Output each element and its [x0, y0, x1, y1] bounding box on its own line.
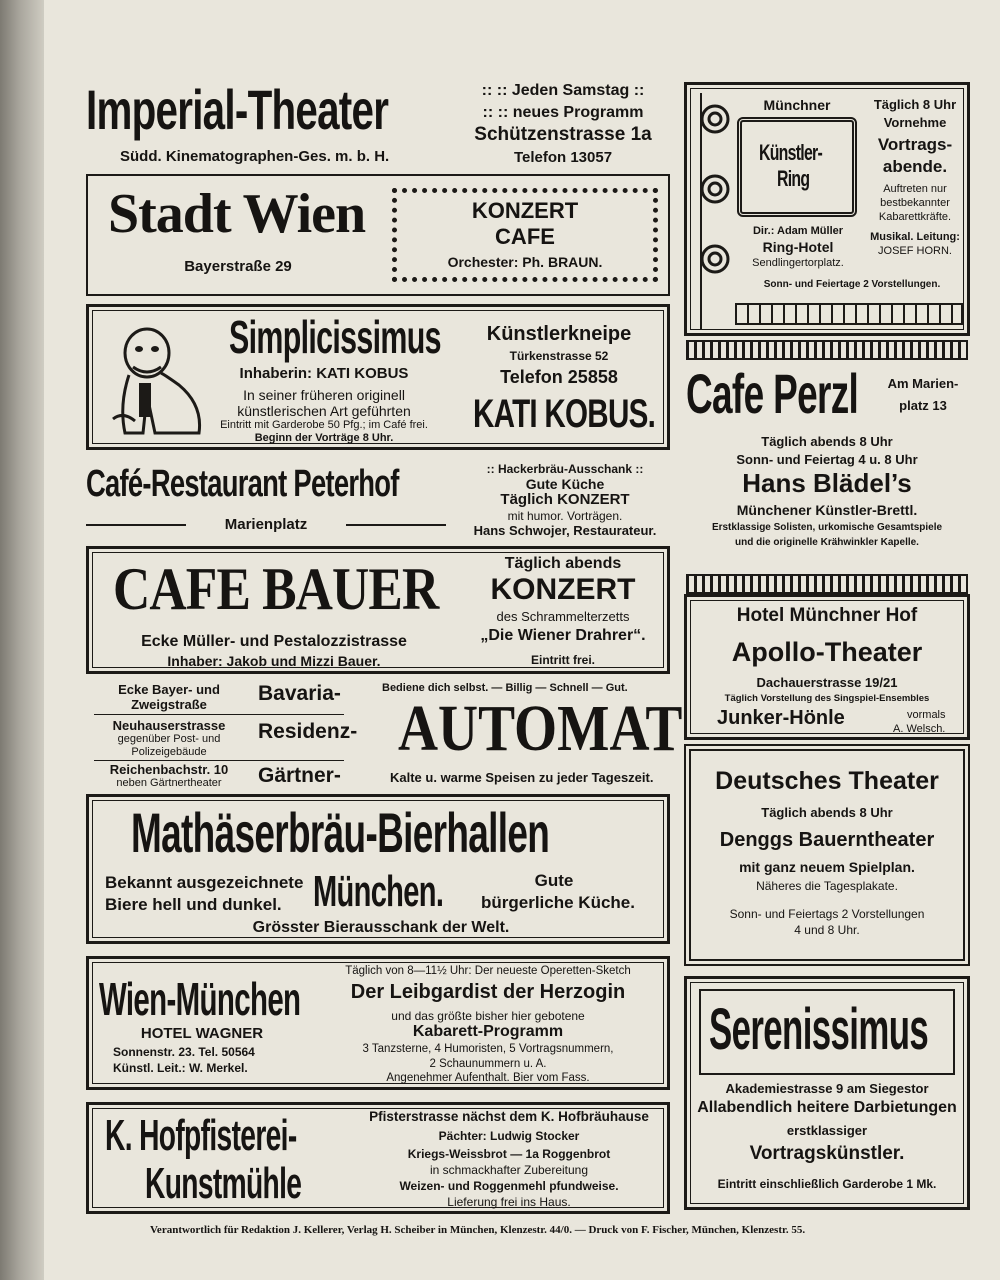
- imprint-footer: Verantwortlich für Redaktion J. Kellerer, Verlag H. Scheiber in München, Klenzestr. 44/0. — Druck von F. Fischer, München, Klenzestr. 55.: [150, 1224, 806, 1236]
- wien-right-4: Kabarett-Programm: [412, 1023, 564, 1040]
- wien-address: Sonnenstr. 23. Tel. 50564: [113, 1045, 255, 1059]
- mathaeser-bottom: Grösster Bierausschank der Welt.: [252, 919, 510, 936]
- automat-addr-c2: neben Gärtnertheater: [116, 777, 222, 789]
- apollo-title: Apollo-Theater: [731, 637, 923, 667]
- perzl-small-1: Erstklassige Solisten, urkomische Gesamtspiele: [711, 522, 943, 533]
- apollo-hotel: Hotel Münchner Hof: [736, 605, 918, 626]
- kuenstler-top: Münchner: [763, 97, 831, 113]
- bauer-right-1: Täglich abends: [504, 555, 622, 572]
- seren-line-2: Allabendlich heitere Darbietungen: [697, 1099, 957, 1116]
- kuenstler-r2: Vornehme: [883, 115, 947, 130]
- stadtwien-cafe: CAFE: [495, 224, 555, 249]
- automat-name-3: Gärtner-: [258, 764, 341, 787]
- bauer-right-5: Eintritt frei.: [530, 653, 595, 667]
- frieze-2: [686, 574, 968, 594]
- ad-wien-muenchen: [86, 956, 670, 1090]
- peterhof-right-5: Hans Schwojer, Restaurateur.: [473, 523, 657, 538]
- simpl-right-3: Telefon 25858: [500, 367, 618, 387]
- deutsches-line-2: mit ganz neuem Spielplan.: [739, 859, 915, 875]
- stadtwien-address: Bayerstraße 29: [184, 258, 292, 275]
- perzl-line-2: Sonn- und Feiertag 4 u. 8 Uhr: [736, 452, 918, 467]
- automat-bottom: Kalte u. warme Speisen zu jeder Tageszeit.: [390, 770, 654, 785]
- automat-addr-b2: gegenüber Post- und: [117, 733, 221, 745]
- imperial-line-1: :: :: Jeden Samstag ::: [481, 82, 645, 99]
- peterhof-right-2: Gute Küche: [525, 476, 605, 492]
- wien-right-2: Der Leibgardist der Herzogin: [350, 981, 626, 1003]
- perzl-small-2: und die originelle Krähwinkler Kapelle.: [735, 537, 919, 548]
- deutsches-line-4: Sonn- und Feiertags 2 Vorstellungen: [729, 907, 925, 921]
- seren-line-4: Vortragskünstler.: [749, 1143, 905, 1164]
- kuenstler-k2: Ring: [777, 166, 810, 191]
- seren-line-1: Akademiestrasse 9 am Siegestor: [725, 1081, 929, 1096]
- kuenstler-ornament-band: [735, 303, 963, 325]
- wien-right-7: Angenehmer Aufenthalt. Bier vom Fass.: [386, 1072, 590, 1084]
- wien-title: Wien-München: [99, 973, 301, 1025]
- automat-rule-2: [94, 760, 344, 761]
- peterhof-title: Café-Restaurant Peterhof: [86, 463, 399, 505]
- kuenstler-bottom: Sonn- und Feiertage 2 Vorstellungen.: [763, 279, 941, 290]
- simpl-text-3: Eintritt mit Garderobe 50 Pfg.; im Café frei.: [220, 419, 428, 431]
- hofpf-right-2: Pächter: Ludwig Stocker: [438, 1129, 580, 1143]
- seren-line-3: erstklassiger: [786, 1123, 868, 1138]
- automat-name-1: Bavaria-: [258, 682, 341, 705]
- simpl-owner: Inhaberin: KATI KOBUS: [239, 365, 409, 382]
- imperial-street: Schützenstrasse 1a: [474, 124, 652, 145]
- automat-addr-b3: Polizeigebäude: [131, 746, 207, 758]
- ad-kuenstler-ring: [684, 82, 970, 336]
- hofpf-right-6: Lieferung frei ins Haus.: [447, 1195, 571, 1209]
- automat-addr-a2: Zweigstraße: [131, 697, 207, 712]
- ad-apollo-theater: [684, 594, 970, 740]
- peterhof-place: Marienplatz: [186, 516, 346, 533]
- ad-cafe-bauer: [86, 546, 670, 674]
- ad-peterhof: [86, 458, 670, 544]
- bauer-right-3: des Schrammelterzetts: [496, 609, 630, 624]
- stadtwien-orchester: Orchester: Ph. BRAUN.: [447, 254, 603, 270]
- automat-addr-b1: Neuhauserstrasse: [112, 718, 226, 733]
- automat-top: Bediene dich selbst. — Billig — Schnell — Gut.: [382, 682, 628, 694]
- simpl-right-2: Türkenstrasse 52: [509, 349, 609, 363]
- simpl-text-1: In seiner früheren originell: [243, 387, 405, 403]
- kuenstler-r4: abende.: [882, 157, 948, 176]
- wien-right-5: 3 Tanzsterne, 4 Humoristen, 5 Vortragsnummern,: [362, 1043, 614, 1055]
- simpl-title: Simplicissimus: [229, 311, 441, 363]
- ad-imperial-theater: [86, 78, 670, 170]
- deutsches-title: Deutsches Theater: [715, 767, 939, 795]
- kuenstler-r1: Täglich 8 Uhr: [873, 97, 957, 112]
- deutsches-line-3: Näheres die Tagesplakate.: [756, 879, 898, 893]
- kuenstler-r8: Musikal. Leitung:: [870, 231, 960, 243]
- ornament-column: [697, 93, 733, 329]
- ad-stadt-wien: [86, 174, 670, 296]
- automat-addr-a1: Ecke Bayer- und: [118, 682, 220, 697]
- imperial-phone: Telefon 13057: [513, 149, 613, 166]
- automat-rule-1: [94, 714, 344, 715]
- mathaeser-right-1: Gute: [534, 871, 574, 890]
- automat-title: AUTOMAT: [398, 692, 683, 765]
- mathaeser-left-2: Biere hell und dunkel.: [105, 895, 282, 914]
- mathaeser-title: Mathäserbräu-Bierhallen: [131, 801, 550, 864]
- mathaeser-right-2: bürgerliche Küche.: [481, 893, 635, 912]
- ad-cafe-perzl: [684, 360, 970, 566]
- seren-line-5: Eintritt einschließlich Garderobe 1 Mk.: [717, 1177, 937, 1191]
- stadtwien-title: Stadt Wien: [108, 183, 366, 245]
- perzl-addr-1: Am Marien-: [887, 376, 959, 391]
- perzl-line-1: Täglich abends 8 Uhr: [761, 434, 893, 449]
- apollo-welsch: A. Welsch.: [893, 723, 946, 735]
- hofpf-right-4: in schmackhafter Zubereitung: [429, 1163, 589, 1177]
- hofpf-right-1: Pfisterstrasse nächst dem K. Hofbräuhause: [369, 1109, 649, 1124]
- kuenstler-hotel: Ring-Hotel: [762, 239, 834, 255]
- wien-right-1: Täglich von 8—11½ Uhr: Der neueste Operetten-Sketch: [345, 965, 631, 977]
- kuenstler-place: Sendlingertorplatz.: [752, 257, 844, 269]
- peterhof-right-1: :: Hackerbräu-Ausschank ::: [486, 462, 644, 476]
- ad-deutsches-theater: [684, 744, 970, 966]
- wien-right-6: 2 Schaunummern u. A.: [429, 1058, 547, 1070]
- book-spine: [0, 0, 44, 1280]
- hofpf-right-3: Kriegs-Weissbrot — 1a Roggenbrot: [407, 1147, 611, 1161]
- imperial-title: Imperial-Theater: [86, 78, 389, 141]
- perzl-sub: Münchener Künstler-Brettl.: [736, 502, 918, 518]
- deutsches-line-5: 4 und 8 Uhr.: [794, 923, 860, 937]
- bauer-owner: Inhaber: Jakob und Mizzi Bauer.: [167, 653, 381, 669]
- bauer-right-2: KONZERT: [490, 573, 636, 606]
- peterhof-right-3: Täglich KONZERT: [500, 491, 630, 508]
- peterhof-right-4: mit humor. Vorträgen.: [507, 509, 623, 523]
- hofpf-title-1: K. Hofpfisterei-: [105, 1111, 297, 1160]
- wien-right-3: und das größte bisher hier gebotene: [391, 1009, 585, 1023]
- kuenstler-dir: Dir.: Adam Müller: [752, 225, 844, 237]
- kuenstler-k1: Künstler-: [759, 140, 823, 165]
- deutsches-line-1: Täglich abends 8 Uhr: [761, 805, 893, 820]
- hofpf-right-5: Weizen- und Roggenmehl pfundweise.: [399, 1179, 619, 1193]
- simpl-text-2: künstlerischen Art geführten: [237, 403, 411, 419]
- stadtwien-konzert: KONZERT: [471, 198, 579, 223]
- ad-simplicissimus: [86, 304, 670, 450]
- kuenstler-r7: Kabarettkräfte.: [878, 211, 952, 223]
- automat-addr-c1: Reichenbachstr. 10: [109, 762, 229, 777]
- perzl-title: Cafe Perzl: [686, 362, 859, 425]
- kuenstler-r5: Auftreten nur: [883, 183, 947, 195]
- apollo-address: Dachauerstrasse 19/21: [756, 675, 898, 690]
- simpl-right-4: KATI KOBUS.: [473, 392, 656, 436]
- mathaeser-left-1: Bekannt ausgezeichnete: [105, 873, 304, 892]
- kuenstler-r6: bestbekannter: [880, 197, 950, 209]
- apollo-note: Täglich Vorstellung des Singspiel-Ensembles: [724, 693, 930, 704]
- apollo-vormals: vormals: [907, 709, 946, 721]
- automat-name-2: Residenz-: [258, 720, 358, 743]
- frieze-1: [686, 340, 968, 360]
- mathaeser-mid: München.: [313, 867, 444, 916]
- deutsches-name: Denggs Bauerntheater: [719, 829, 935, 851]
- perzl-addr-2: platz 13: [899, 398, 947, 413]
- bauer-address: Ecke Müller- und Pestalozzistrasse: [141, 633, 407, 650]
- ad-hofpfisterei: [86, 1102, 670, 1214]
- apollo-name: Junker-Hönle: [717, 707, 845, 729]
- simpl-right-1: Künstlerkneipe: [486, 323, 632, 345]
- imperial-line-2: :: :: neues Programm: [482, 104, 644, 121]
- wien-hotel: HOTEL WAGNER: [140, 1025, 264, 1042]
- simpl-text-4: Beginn der Vorträge 8 Uhr.: [254, 432, 394, 444]
- hofpf-title-2: Kunstmühle: [145, 1159, 302, 1208]
- wien-leitung: Künstl. Leit.: W. Merkel.: [113, 1061, 248, 1075]
- perzl-name: Hans Blädel’s: [742, 468, 912, 498]
- ad-mathaeserbraeu: [86, 794, 670, 944]
- seren-title: Serenissimus: [709, 997, 929, 1062]
- kuenstler-r3: Vortrags-: [877, 135, 953, 154]
- bauer-title: CAFE BAUER: [113, 556, 439, 622]
- ad-serenissimus: [684, 976, 970, 1210]
- ad-automat: [86, 678, 683, 792]
- imperial-subtitle: Südd. Kinematographen-Ges. m. b. H.: [120, 148, 390, 165]
- bauer-right-4: „Die Wiener Drahrer“.: [480, 627, 646, 644]
- kuenstler-r9: JOSEF HORN.: [878, 245, 952, 257]
